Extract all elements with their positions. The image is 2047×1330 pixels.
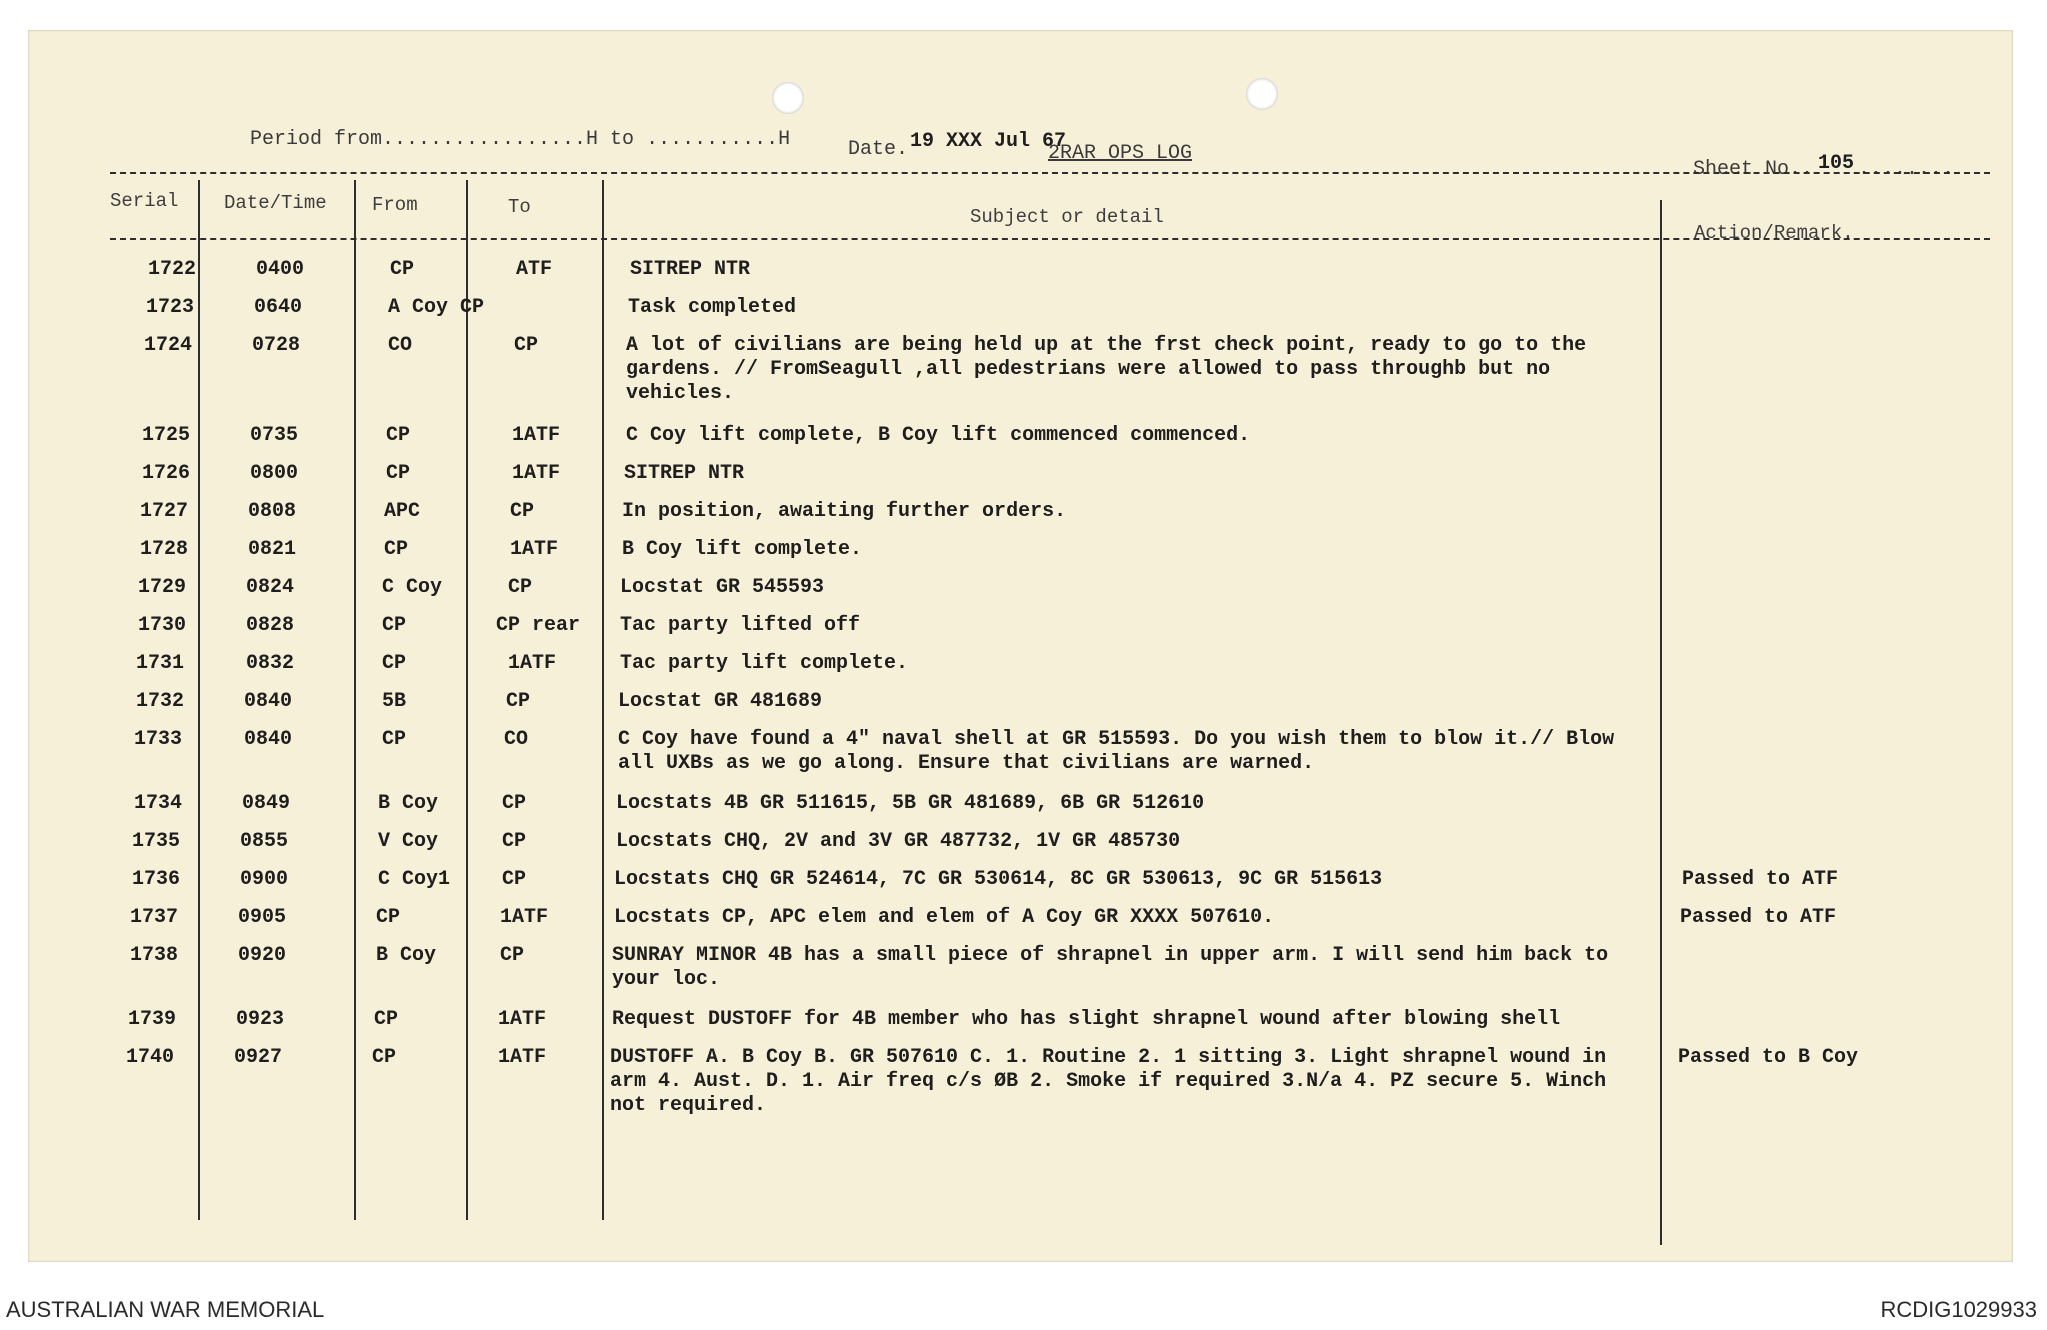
entry-serial: 1737 [130, 906, 179, 929]
entry-to: 1ATF [498, 1046, 547, 1069]
archive-reference: RCDIG1029933 [1880, 1297, 2037, 1322]
entry-subject: Tac party lift complete. [620, 652, 909, 675]
entry-time: 0849 [242, 792, 291, 815]
entry-to: 1ATF [512, 462, 561, 485]
entry-subject: Locstat GR 481689 [618, 690, 823, 713]
entry-from: APC [384, 500, 421, 523]
entry-to: CP [502, 830, 527, 853]
column-divider-subject [1660, 200, 1662, 1245]
entry-time: 0728 [252, 334, 301, 357]
entry-from: B Coy [378, 792, 439, 815]
entry-from: B Coy [376, 944, 437, 967]
entry-subject: Tac party lifted off [620, 614, 861, 637]
entry-serial: 1734 [134, 792, 183, 815]
archive-credit: AUSTRALIAN WAR MEMORIAL [6, 1297, 325, 1322]
entry-time: 0400 [256, 258, 305, 281]
column-header-subject: Subject or detail [970, 206, 1164, 228]
entry-serial: 1740 [126, 1046, 175, 1069]
entry-to: 1ATF [512, 424, 561, 447]
entry-to: CP [506, 690, 531, 713]
column-header-datetime: Date/Time [224, 192, 327, 214]
log-sheet [28, 30, 2013, 1262]
entry-from: CP [382, 652, 407, 675]
column-divider-to [602, 180, 604, 1220]
entry-time: 0808 [248, 500, 297, 523]
entry-time: 0735 [250, 424, 299, 447]
entry-serial: 1727 [140, 500, 189, 523]
entry-time: 0828 [246, 614, 295, 637]
entry-to: CP rear [496, 614, 581, 637]
period-field: Period from.................H to ...........H [250, 128, 791, 151]
entry-subject: C Coy have found a 4" naval shell at GR 515593. Do you wish them to blow it.// Blow all UXBs as we go along. Ensure that civilians are warned. [618, 728, 1615, 775]
entry-from: CP [386, 462, 411, 485]
entry-subject: A lot of civilians are being held up at the frst check point, ready to go to the gardens. // FromSeagull ,all pedestrians were allowed to pass throughb but no vehicles. [626, 334, 1587, 405]
unit-log-title: 2RAR OPS LOG [1048, 142, 1193, 165]
entry-subject: Request DUSTOFF for 4B member who has slight shrapnel wound after blowing shell [612, 1008, 1561, 1031]
date-label: Date. [848, 138, 909, 161]
column-header-action: Action/Remark. [1694, 222, 1854, 244]
entry-serial: 1723 [146, 296, 195, 319]
sheet-label: Sheet No.. [1693, 158, 1814, 181]
entry-from: C Coy [382, 576, 443, 599]
entry-serial: 1738 [130, 944, 179, 967]
entry-to: CP [508, 576, 533, 599]
entry-time: 0824 [246, 576, 295, 599]
entry-to: CP [510, 500, 535, 523]
entry-time: 0855 [240, 830, 289, 853]
entry-subject: Locstats CHQ, 2V and 3V GR 487732, 1V GR 485730 [616, 830, 1181, 853]
entry-to: 1ATF [508, 652, 557, 675]
punch-hole-right [1246, 78, 1278, 110]
entry-from: CO [388, 334, 413, 357]
entry-from: A Coy CP [388, 296, 485, 319]
entry-from: CP [386, 424, 411, 447]
entry-remark: Passed to ATF [1680, 906, 1837, 929]
entry-from: CP [382, 728, 407, 751]
entry-from: CP [376, 906, 401, 929]
header-top-rule [110, 172, 1990, 174]
entry-remark: Passed to ATF [1682, 868, 1839, 891]
entry-subject: Locstats CHQ GR 524614, 7C GR 530614, 8C GR 530613, 9C GR 515613 [614, 868, 1383, 891]
entry-subject: SITREP NTR [630, 258, 751, 281]
entry-serial: 1722 [148, 258, 197, 281]
column-divider-datetime [354, 180, 356, 1220]
entry-serial: 1728 [140, 538, 189, 561]
entry-subject: Locstat GR 545593 [620, 576, 825, 599]
entry-from: V Coy [378, 830, 439, 853]
entry-to: CP [502, 868, 527, 891]
entry-serial: 1726 [142, 462, 191, 485]
entry-time: 0905 [238, 906, 287, 929]
entry-serial: 1733 [134, 728, 183, 751]
column-header-to: To [508, 196, 531, 218]
entry-from: CP [374, 1008, 399, 1031]
column-header-serial: Serial [110, 190, 179, 212]
entry-subject: DUSTOFF A. B Coy B. GR 507610 C. 1. Routine 2. 1 sitting 3. Light shrapnel wound in arm 4. Aust. D. 1. Air freq c/s ØB 2. Smoke if required 3.N/a 4. PZ secure 5. Winch not required. [610, 1046, 1607, 1117]
entry-from: CP [384, 538, 409, 561]
entry-to: CP [502, 792, 527, 815]
entry-subject: SUNRAY MINOR 4B has a small piece of shrapnel in upper arm. I will send him back to your loc. [612, 944, 1609, 991]
entry-time: 0840 [244, 728, 293, 751]
entry-from: CP [390, 258, 415, 281]
entry-time: 0832 [246, 652, 295, 675]
date-value: 19 XXX Jul 67 [910, 130, 1067, 153]
entry-from: CP [382, 614, 407, 637]
entry-from: 5B [382, 690, 407, 713]
entry-time: 0640 [254, 296, 303, 319]
entry-subject: Locstats CP, APC elem and elem of A Coy GR XXXX 507610. [614, 906, 1275, 929]
punch-hole-left [772, 82, 804, 114]
entry-remark: Passed to B Coy [1678, 1046, 1859, 1069]
entry-time: 0900 [240, 868, 289, 891]
entry-from: C Coy1 [378, 868, 451, 891]
entry-serial: 1732 [136, 690, 185, 713]
entry-time: 0923 [236, 1008, 285, 1031]
entry-to: 1ATF [510, 538, 559, 561]
entry-serial: 1725 [142, 424, 191, 447]
column-divider-serial [198, 180, 200, 1220]
entry-serial: 1735 [132, 830, 181, 853]
entry-subject: C Coy lift complete, B Coy lift commenced commenced. [626, 424, 1251, 447]
entry-time: 0800 [250, 462, 299, 485]
sheet-number: 105 [1818, 152, 1855, 175]
sheet-dots: ........ [1858, 158, 1955, 181]
entry-subject: B Coy lift complete. [622, 538, 863, 561]
entry-subject: SITREP NTR [624, 462, 745, 485]
column-divider-from [466, 180, 468, 1220]
entry-time: 0927 [234, 1046, 283, 1069]
entry-time: 0821 [248, 538, 297, 561]
entry-from: CP [372, 1046, 397, 1069]
column-header-from: From [372, 194, 418, 216]
entry-serial: 1730 [138, 614, 187, 637]
entry-to: 1ATF [500, 906, 549, 929]
entry-subject: Task completed [628, 296, 797, 319]
entry-to: ATF [516, 258, 553, 281]
entry-subject: In position, awaiting further orders. [622, 500, 1067, 523]
entry-to: CO [504, 728, 529, 751]
entry-to: 1ATF [498, 1008, 547, 1031]
entry-serial: 1724 [144, 334, 193, 357]
entry-subject: Locstats 4B GR 511615, 5B GR 481689, 6B GR 512610 [616, 792, 1205, 815]
entry-to: CP [514, 334, 539, 357]
entry-time: 0920 [238, 944, 287, 967]
entry-serial: 1739 [128, 1008, 177, 1031]
entry-serial: 1736 [132, 868, 181, 891]
entry-serial: 1731 [136, 652, 185, 675]
entry-to: CP [500, 944, 525, 967]
entry-serial: 1729 [138, 576, 187, 599]
entry-time: 0840 [244, 690, 293, 713]
